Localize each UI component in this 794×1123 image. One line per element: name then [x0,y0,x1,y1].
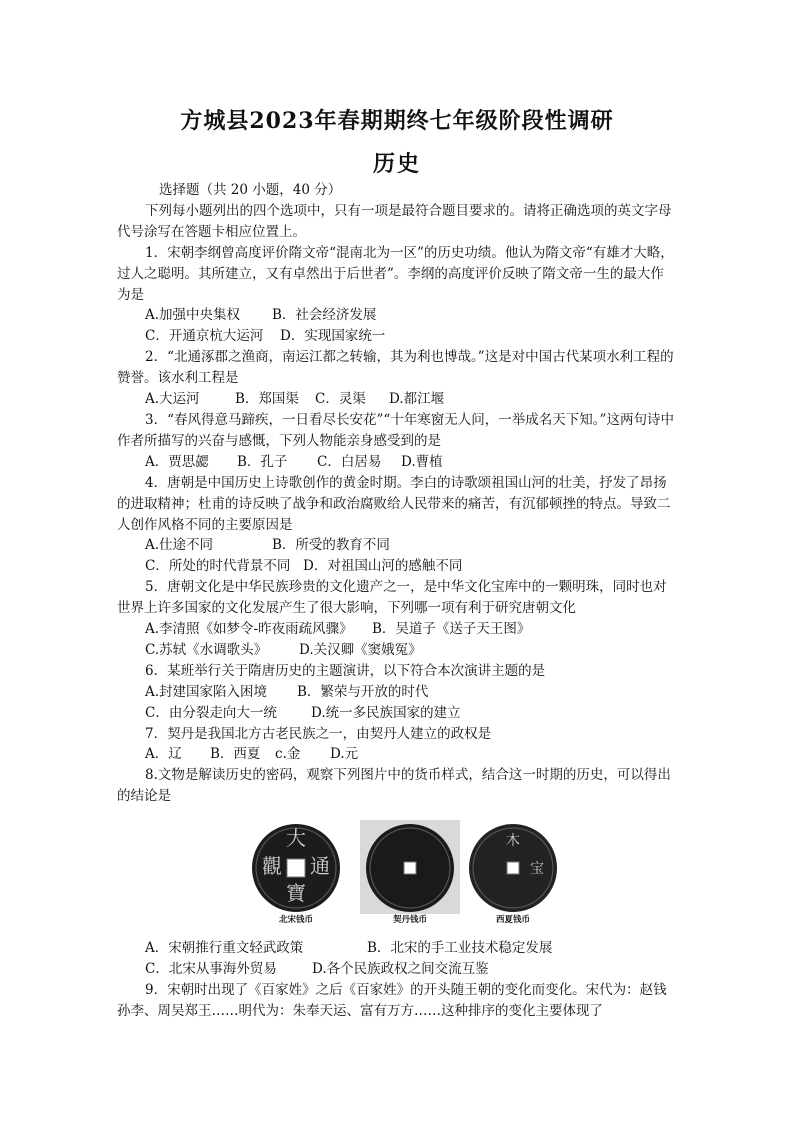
question-stem: 1．宋朝李纲曾高度评价隋文帝“混南北为一区”的历史功绩。他认为隋文帝“有雄才大略，过人之聪明。其所建立，又有卓然出于后世者”。李纲的高度评价反映了隋文帝一生的最大作为是 [117,244,674,303]
answer-option[interactable]: C．由分裂走向大一统 [145,704,277,721]
answer-option[interactable]: D．实现国家统一 [280,328,386,345]
option-row [117,389,677,410]
answer-option[interactable]: D.都江堰 [389,391,445,408]
answer-option[interactable]: D.曹植 [401,453,443,470]
answer-option[interactable]: A．宋朝推行重文轻武政策 [145,940,304,957]
option-row [117,326,677,347]
coin-item [246,820,346,930]
option-row [117,703,677,724]
subject-title: 历史 [372,151,421,177]
option-row [117,535,677,556]
exam-content [117,180,677,1022]
coin-icon [360,820,460,914]
question-stem: 2．“北通涿郡之渔商，南运江都之转输，其为利也博哉。”这是对中国古代某项水利工程的赞誉。该水利工程是 [117,349,674,387]
option-row [117,682,677,703]
answer-option[interactable]: A.仕途不同 [145,537,214,554]
answer-option[interactable]: C．北宋从事海外贸易 [145,961,277,978]
option-row [117,556,677,577]
question-stem: 3．“春风得意马蹄疾，一日看尽长安花”“十年寒窗无人问，一举成名天下知。”这两句诗中作者所描写的兴奋与感慨，下列人物能亲身感受到的是 [117,411,674,449]
answer-option[interactable]: B．社会经济发展 [272,307,377,324]
question-list [117,243,677,1022]
answer-option[interactable]: B．北宋的手工业技术稳定发展 [367,940,553,957]
question-stem: 5．唐朝文化是中华民族珍贵的文化遗产之一，是中华文化宝库中的一颗明珠，同时也对世界上许多国家的文化发展产生了很大影响，下列哪一项有利于研究唐朝文化 [117,579,667,617]
square-hole [404,862,416,874]
question-stem: 4．唐朝是中国历史上诗歌创作的黄金时期。李白的诗歌颂祖国山河的壮美，抒发了昂扬的进取精神；杜甫的诗反映了战争和政治腐败给人民带来的痛苦，有沉郁顿挫的特点。导致二人创作风格不同的主要原因是 [117,474,671,533]
coin-inscription-char: 寶 [286,881,306,906]
answer-option[interactable]: A.加强中央集权 [145,307,241,324]
coin-figure [117,820,677,930]
coin-inscription-char: 大 [286,826,306,851]
coin-caption: 西夏钱币 [495,915,530,926]
option-row [117,938,677,959]
question-stem: 8.文物是解读历史的密码，观察下列图片中的货币样式，结合这一时期的历史，可以得出的结论是 [117,767,671,805]
answer-option[interactable]: C．开通京杭大运河 [145,328,264,345]
coin-item [360,820,460,930]
question-stem: 7．契丹是我国北方古老民族之一，由契丹人建立的政权是 [145,725,492,742]
option-row [117,305,677,326]
answer-option[interactable]: A．辽 [145,746,182,763]
option-row [117,959,677,980]
question-stem: 9．宋朝时出现了《百家姓》之后《百家姓》的开头随王朝的变化而变化。宋代为：赵钱孙李、周吴郑王……明代为：朱奉天运、富有万方……这种排序的变化主要体现了 [117,982,667,1019]
answer-option[interactable]: D.统一多民族国家的建立 [311,704,461,721]
answer-option[interactable]: D.各个民族政权之间交流互鉴 [312,961,489,978]
coin-icon [463,820,563,914]
coin-caption: 契丹钱币 [392,915,427,926]
option-row [117,619,677,640]
coin-inscription-char: 通 [310,854,330,879]
answer-option[interactable]: B．所受的教育不同 [272,537,390,554]
section-heading: 选择题（共 20 小题，40 分） [159,182,342,198]
section-instruction: 下列每小题列出的四个选项中，只有一项是最符合题目要求的。请将正确选项的英文字母代号涂写在答题卡相应位置上。 [117,202,672,240]
coin-item [463,820,563,930]
coin-inscription-char: 木 [506,833,520,850]
answer-option[interactable]: C．所处的时代背景不同 [145,558,291,575]
answer-option[interactable]: C．白居易 [317,453,382,470]
answer-option[interactable]: c.金 [275,746,301,763]
answer-option[interactable]: B．繁荣与开放的时代 [297,683,429,700]
answer-option[interactable]: C.苏轼《水调歌头》 [145,641,268,658]
square-hole [507,862,519,874]
option-row [117,744,677,765]
answer-option[interactable]: D.元 [330,746,359,763]
answer-option[interactable]: C．灵渠 [315,391,366,408]
square-hole [287,859,305,877]
option-row [117,452,677,473]
page-title: 方城县2023年春期期终七年级阶段性调研 [180,108,614,134]
answer-option[interactable]: D．对祖国山河的感触不同 [303,558,463,575]
coin-inscription-char: 觀 [262,854,282,879]
answer-option[interactable]: A.封建国家陷入困境 [145,683,268,700]
option-row [117,640,677,661]
question-stem: 6．某班举行关于隋唐历史的主题演讲，以下符合本次演讲主题的是 [145,662,546,679]
answer-option[interactable]: B．西夏 [210,746,261,763]
coin-icon [246,820,346,914]
answer-option[interactable]: A.李清照《如梦令-昨夜雨疏风骤》 [145,621,353,638]
coin-caption: 北宋钱币 [278,915,313,926]
answer-option[interactable]: A.大运河 [145,391,200,408]
coin-inscription-char: 宝 [530,861,544,878]
answer-option[interactable]: D.关汉卿《窦娥冤》 [299,641,422,658]
answer-option[interactable]: A．贾思勰 [145,453,209,470]
answer-option[interactable]: B．郑国渠 [235,391,299,408]
answer-option[interactable]: B．吴道子《送子天王图》 [372,621,531,638]
answer-option[interactable]: B．孔子 [237,453,288,470]
